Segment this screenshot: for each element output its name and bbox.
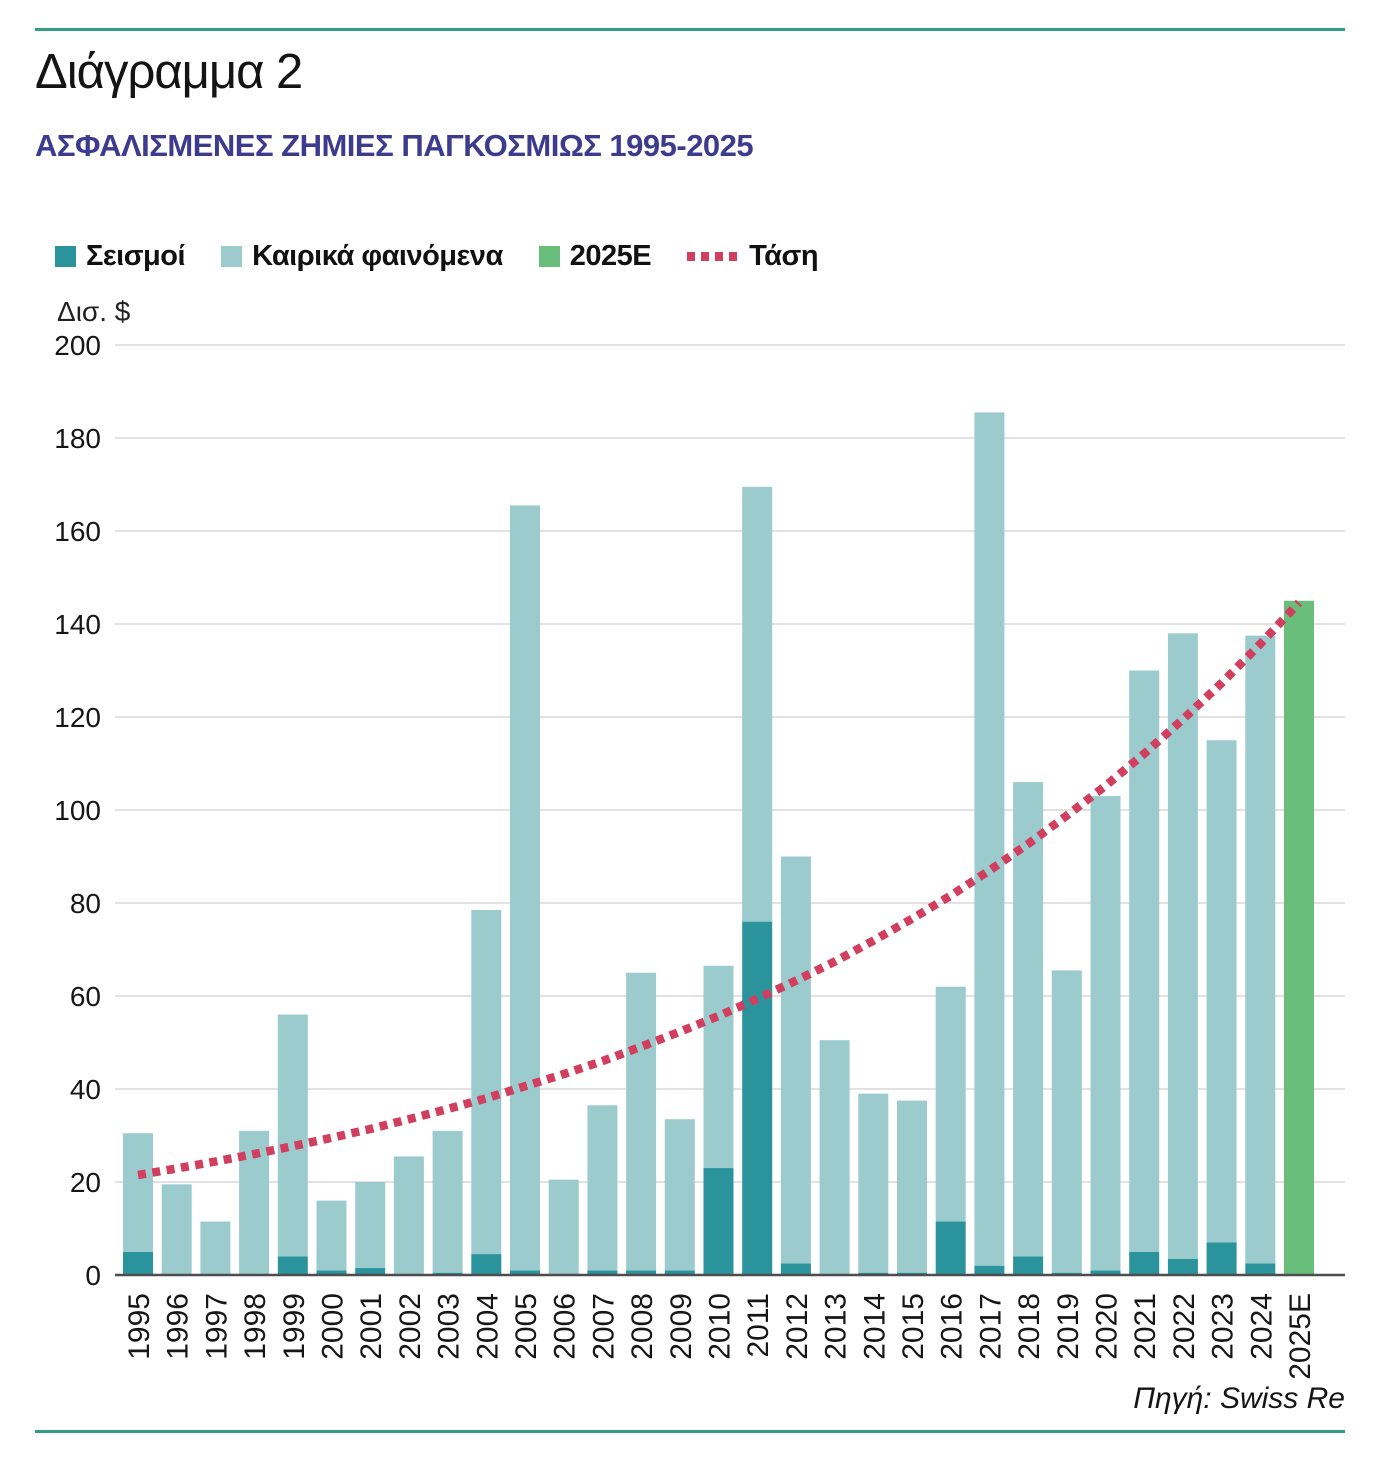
legend-label: Τάση bbox=[749, 240, 819, 272]
x-axis-label-2008: 2008 bbox=[626, 1293, 660, 1360]
y-axis-unit-label: Δισ. $ bbox=[57, 296, 131, 327]
legend-label: Σεισμοί bbox=[86, 240, 186, 272]
x-axis-label-2002: 2002 bbox=[393, 1293, 427, 1360]
bar-2005-weather bbox=[510, 505, 540, 1270]
insured-losses-bar-chart bbox=[35, 330, 1345, 1410]
bottom-divider-rule bbox=[35, 1430, 1345, 1433]
legend-label: Καιρικά φαινόμενα bbox=[252, 240, 503, 272]
y-axis-tick-label: 140 bbox=[54, 609, 101, 640]
bar-2010-weather bbox=[704, 966, 734, 1168]
bar-2010-earthquake bbox=[704, 1168, 734, 1275]
bar-2011-weather bbox=[742, 487, 772, 922]
bar-1997-weather bbox=[200, 1222, 230, 1275]
bar-2021-earthquake bbox=[1129, 1252, 1159, 1275]
bar-2015-weather bbox=[897, 1101, 927, 1273]
bar-2016-weather bbox=[936, 987, 966, 1222]
y-axis-tick-label: 0 bbox=[85, 1260, 101, 1291]
bar-2017-earthquake bbox=[974, 1266, 1004, 1275]
x-axis-label-2024: 2024 bbox=[1245, 1293, 1279, 1360]
bar-2014-weather bbox=[858, 1094, 888, 1273]
bar-1999-earthquake bbox=[278, 1256, 308, 1275]
y-axis-tick-label: 100 bbox=[54, 795, 101, 826]
x-axis-label-2007: 2007 bbox=[587, 1293, 621, 1360]
x-axis-label-2018: 2018 bbox=[1013, 1293, 1047, 1360]
bar-2024-earthquake bbox=[1245, 1263, 1275, 1275]
legend-item-trend bbox=[687, 240, 818, 273]
chart-title: ΑΣΦΑΛΙΣΜΕΝΕΣ ΖΗΜΙΕΣ ΠΑΓΚΟΣΜΙΩΣ 1995-2025 bbox=[35, 128, 754, 163]
x-axis-label-2023: 2023 bbox=[1206, 1293, 1240, 1360]
bar-2018-earthquake bbox=[1013, 1256, 1043, 1275]
x-axis-label-2004: 2004 bbox=[471, 1293, 505, 1360]
x-axis-label-2015: 2015 bbox=[897, 1293, 930, 1360]
bar-1996-weather bbox=[162, 1184, 192, 1275]
weather-swatch-icon bbox=[221, 246, 242, 267]
bar-2023-weather bbox=[1207, 740, 1237, 1242]
bar-2002-weather bbox=[394, 1156, 424, 1275]
x-axis-label-2013: 2013 bbox=[819, 1293, 853, 1360]
y-axis-tick-label: 200 bbox=[54, 330, 101, 361]
bar-2008-weather bbox=[626, 973, 656, 1271]
bar-2012-weather bbox=[781, 857, 811, 1264]
bar-2025E-estimate bbox=[1284, 601, 1314, 1275]
y-axis-tick-label: 60 bbox=[69, 981, 101, 1012]
bar-2007-weather bbox=[587, 1105, 617, 1270]
x-axis-label-2003: 2003 bbox=[432, 1293, 466, 1360]
bar-2006-weather bbox=[549, 1180, 579, 1275]
y-axis-tick-label: 80 bbox=[69, 888, 101, 919]
x-axis-label-1998: 1998 bbox=[239, 1293, 273, 1360]
x-axis-label-2012: 2012 bbox=[780, 1293, 814, 1360]
y-axis-tick-label: 20 bbox=[69, 1167, 101, 1198]
source-note: Πηγή: Swiss Re bbox=[1133, 1382, 1345, 1415]
bar-2004-weather bbox=[471, 910, 501, 1254]
trend-dotted-line-icon bbox=[687, 252, 739, 261]
bar-2000-weather bbox=[317, 1201, 347, 1271]
x-axis-label-1997: 1997 bbox=[200, 1293, 234, 1360]
bar-2011-earthquake bbox=[742, 922, 772, 1275]
bar-2016-earthquake bbox=[936, 1222, 966, 1275]
x-axis-label-2000: 2000 bbox=[316, 1293, 350, 1360]
bar-2023-earthquake bbox=[1207, 1242, 1237, 1275]
x-axis-label-2022: 2022 bbox=[1167, 1293, 1201, 1360]
legend-item-weather bbox=[221, 240, 503, 273]
bar-2009-weather bbox=[665, 1119, 695, 1270]
x-axis-label-2025E: 2025E bbox=[1284, 1293, 1317, 1380]
bar-1995-earthquake bbox=[123, 1252, 153, 1275]
x-axis-label-1996: 1996 bbox=[161, 1293, 195, 1360]
bar-2013-weather bbox=[820, 1040, 850, 1275]
x-axis-label-2014: 2014 bbox=[858, 1293, 892, 1360]
x-axis-label-2011: 2011 bbox=[742, 1293, 776, 1358]
x-axis-label-1999: 1999 bbox=[277, 1293, 311, 1360]
bar-2024-weather bbox=[1245, 636, 1275, 1264]
x-axis-label-2019: 2019 bbox=[1051, 1293, 1085, 1360]
chart-legend bbox=[55, 240, 818, 273]
bar-2017-weather bbox=[974, 412, 1004, 1265]
page-title: Διάγραμμα 2 bbox=[35, 45, 303, 99]
estimate-swatch-icon bbox=[539, 246, 560, 267]
legend-item-earthquakes bbox=[55, 240, 185, 273]
x-axis-label-2001: 2001 bbox=[355, 1293, 389, 1360]
bar-2022-earthquake bbox=[1168, 1259, 1198, 1275]
bar-2001-weather bbox=[355, 1182, 385, 1268]
x-axis-label-2017: 2017 bbox=[974, 1293, 1008, 1360]
y-axis-tick-label: 180 bbox=[54, 423, 101, 454]
bar-1999-weather bbox=[278, 1015, 308, 1257]
top-divider-rule bbox=[35, 28, 1345, 31]
x-axis-label-2016: 2016 bbox=[935, 1293, 969, 1360]
bar-2004-earthquake bbox=[471, 1254, 501, 1275]
x-axis-label-2010: 2010 bbox=[703, 1293, 737, 1360]
y-axis-tick-label: 40 bbox=[69, 1074, 101, 1105]
bar-2012-earthquake bbox=[781, 1263, 811, 1275]
x-axis-label-2021: 2021 bbox=[1129, 1293, 1163, 1360]
bar-2003-weather bbox=[433, 1131, 463, 1273]
y-axis-tick-label: 160 bbox=[54, 516, 101, 547]
bar-2019-weather bbox=[1052, 970, 1082, 1272]
bar-2022-weather bbox=[1168, 633, 1198, 1258]
y-axis-tick-label: 120 bbox=[54, 702, 101, 733]
x-axis-label-2009: 2009 bbox=[664, 1293, 698, 1360]
x-axis-label-2006: 2006 bbox=[548, 1293, 582, 1360]
legend-item-estimate bbox=[539, 240, 651, 273]
bar-2020-weather bbox=[1091, 796, 1121, 1270]
x-axis-label-2020: 2020 bbox=[1090, 1293, 1124, 1360]
x-axis-label-2005: 2005 bbox=[510, 1293, 543, 1360]
earthquake-swatch-icon bbox=[55, 246, 76, 267]
bar-1995-weather bbox=[123, 1133, 153, 1252]
legend-label: 2025E bbox=[569, 240, 652, 272]
x-axis-label-1995: 1995 bbox=[123, 1293, 156, 1360]
